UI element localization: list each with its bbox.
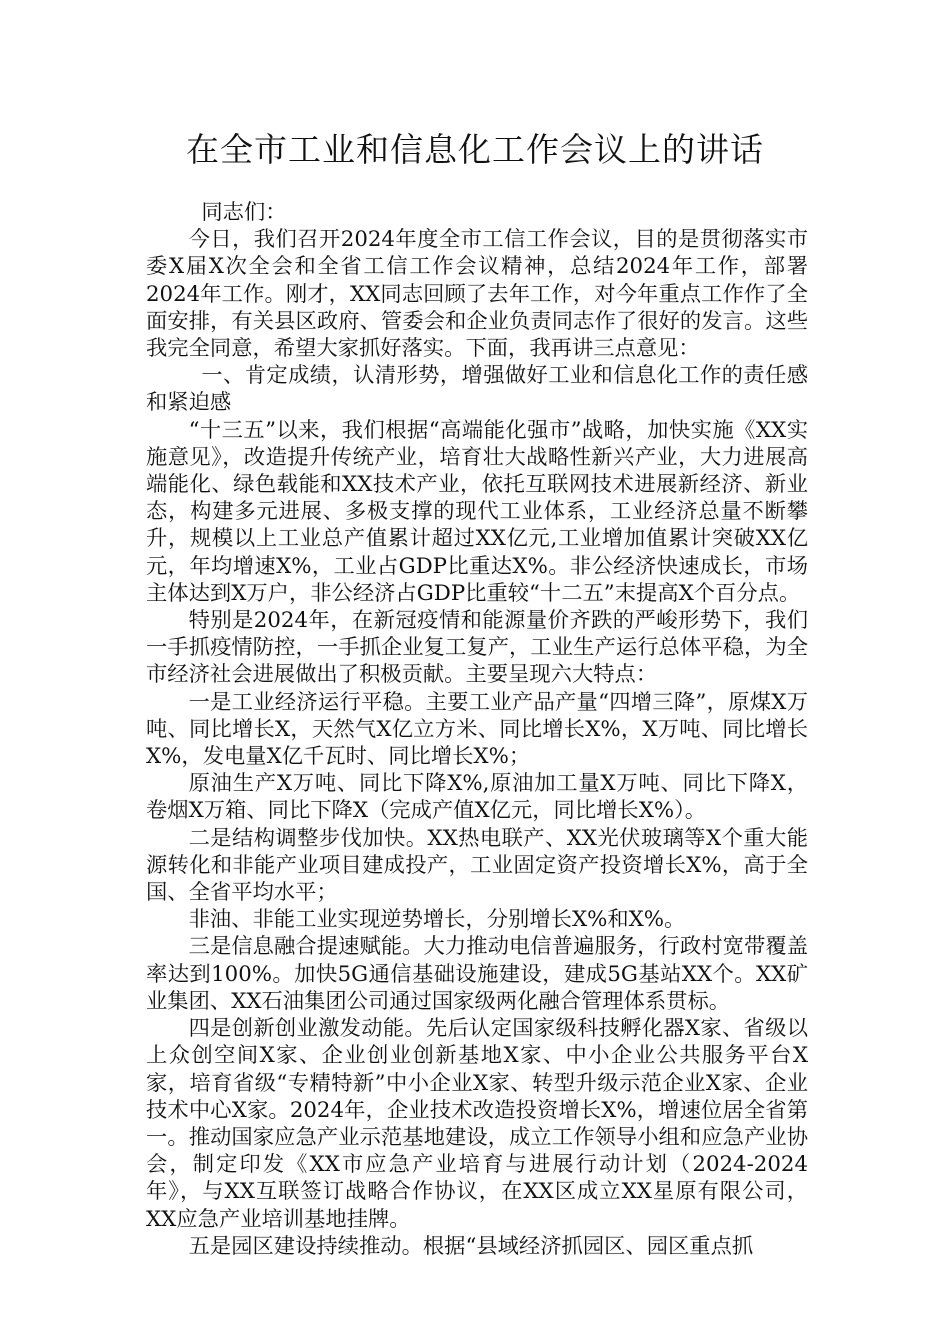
paragraph-opening: 今日，我们召开2024年度全市工信工作会议，目的是贯彻落实市委X届X次全会和全省工信工作会议精神，总结2024年工作，部署2024年工作。刚才，XX同志回顾了去年工作，对今年重点工作作了全面安排，有关县区政府、管委会和企业负责同志作了很好的发言。这些我完全同意，希望大家抓好落实。下面，我再讲三点意见： [146, 227, 808, 362]
paragraph-achievements: “十三五”以来，我们根据“高端能化强市”战略，加快实施《XX实施意见》，改造提升传统产业，培育壮大战略性新兴产业，大力进展高端能化、绿色载能和XX技术产业，依托互联网技术进展新经济、新业态，构建多元进展、多极支撑的现代工业体系，工业经济总量不断攀升，规模以上工业总产值累计超过XX亿元,工业增加值累计突破XX亿元，年均增速X%，工业占GDP比重达X%。非公经济快速成长，市场主体达到X万户，非公经济占GDP比重较“十二五”末提高X个百分点。 [146, 417, 808, 606]
paragraph-point-3: 三是信息融合提速赋能。大力推动电信普遍服务，行政村宽带覆盖率达到100%。加快5G通信基础设施建设，建成5G基站XX个。XX矿业集团、XX石油集团公司通过国家级两化融合管理体系贯标。 [146, 934, 808, 1014]
paragraph-point-2: 二是结构调整步伐加快。XX热电联产、XX光伏玻璃等X个重大能源转化和非能产业项目建成投产，工业固定资产投资增长X%，高于全国、全省平均水平； [146, 825, 808, 906]
paragraph-point-2-cont: 非油、非能工业实现逆势增长，分别增长X%和X%。 [188, 907, 686, 933]
paragraph-point-1: 一是工业经济运行平稳。主要工业产品产量“四增三降”，原煤X万吨、同比增长X，天然气X亿立方米、同比增长X%，X万吨、同比增长X%，发电量X亿千瓦时、同比增长X%； [146, 689, 808, 770]
paragraph-point-5: 五是园区建设持续推动。根据“县域经济抓园区、园区重点抓 [188, 1233, 754, 1259]
section-heading-1: 一、肯定成绩，认清形势，增强做好工业和信息化工作的责任感和紧迫感 [146, 363, 808, 416]
document-body [146, 199, 808, 1260]
salutation: 同志们： [201, 200, 287, 225]
paragraph-point-1-cont: 原油生产X万吨、同比下降X%,原油加工量X万吨、同比下降X，卷烟X万箱、同比下降X（完成产值X亿元，同比增长X%）。 [146, 771, 808, 824]
paragraph-point-4: 四是创新创业激发动能。先后认定国家级科技孵化器X家、省级以上众创空间X家、企业创业创新基地X家、中小企业公共服务平台X家，培育省级“专精特新”中小企业X家、转型升级示范企业X家、企业技术中心X家。2024年，企业技术改造投资增长X%，增速位居全省第一。推动国家应急产业示范基地建设，成立工作领导小组和应急产业协会，制定印发《XX市应急产业培育与进展行动计划（2024-2024年》，与XX互联签订战略合作协议，在XX区成立XX星原有限公司，XX应急产业培训基地挂牌。 [146, 1016, 808, 1232]
document-title: 在全市工业和信息化工作会议上的讲话 [186, 130, 764, 169]
paragraph-2024-overview: 特别是2024年，在新冠疫情和能源量价齐跌的严峻形势下，我们一手抓疫情防控，一手抓企业复工复产，工业生产运行总体平稳，为全市经济社会进展做出了积极贡献。主要呈现六大特点： [146, 608, 808, 688]
